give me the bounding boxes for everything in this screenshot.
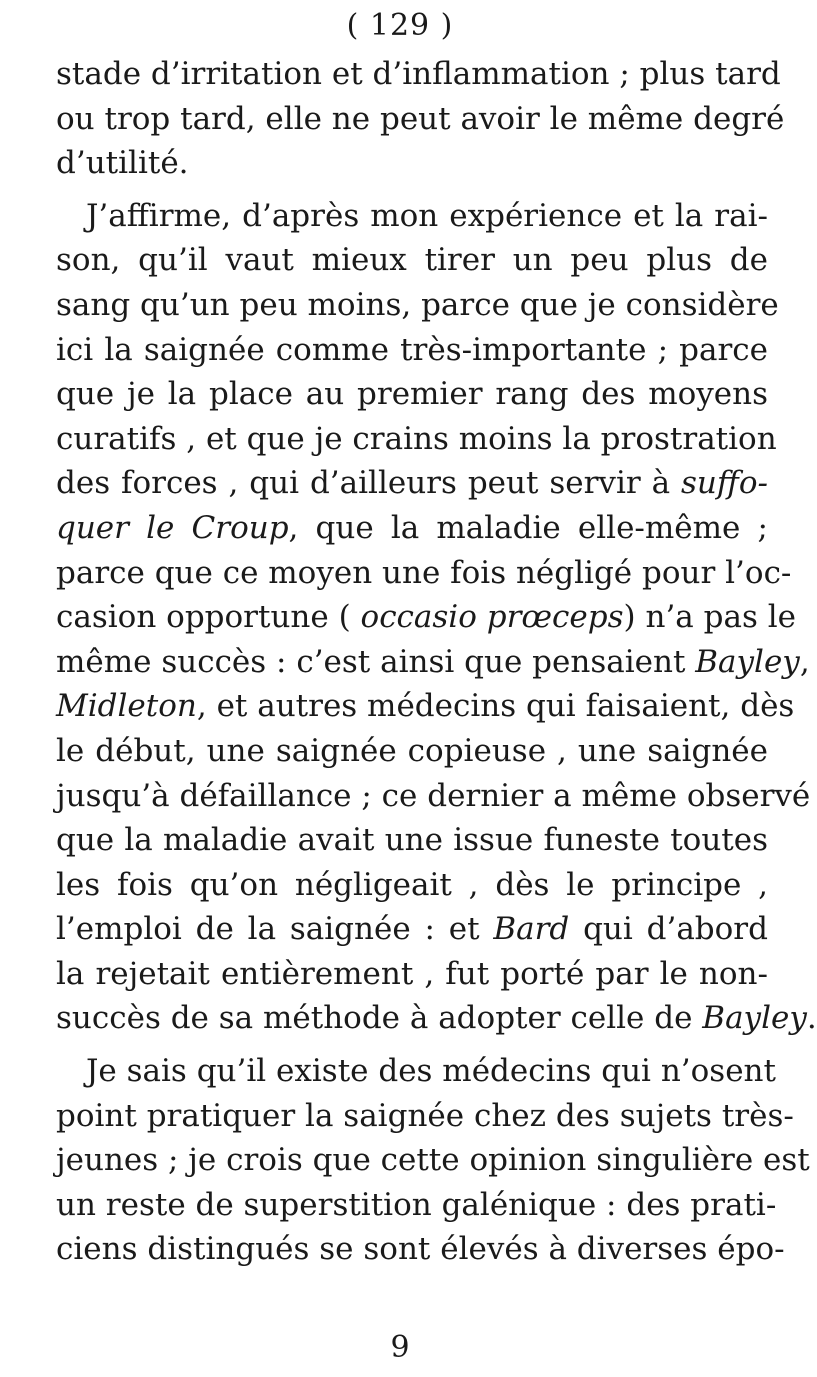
text-line <box>56 506 768 551</box>
text-line: point pratiquer la saignée chez des sujets très- <box>56 1097 794 1134</box>
text-line: l’emploi de la saignée : et Bard qui d’abord <box>56 911 768 948</box>
text-line: casion opportune ( occasio prœceps) n’a pas le <box>56 599 796 636</box>
paragraph-2 <box>56 194 817 1041</box>
text-line: jusqu’à défaillance ; ce dernier a même observé <box>56 777 811 814</box>
text-line: curatifs , et que je crains moins la prostration <box>56 420 777 457</box>
text-segment: , que la maladie elle-même ; <box>288 509 768 546</box>
italic-term: Bayley <box>695 643 800 680</box>
text-line: jeunes ; je crois que cette opinion singulière est <box>56 1142 810 1179</box>
text-line: les fois qu’on négligeait , dès le principe , <box>56 866 768 903</box>
text-line: la rejetait entièrement , fut porté par le non- <box>56 955 768 992</box>
italic-term: quer le Croup <box>56 509 289 546</box>
italic-term: Bayley <box>702 1000 807 1037</box>
text-line: que je la place au premier rang des moyens <box>56 376 768 413</box>
text-line: ici la saignée comme très-importante ; parce <box>56 331 768 368</box>
text-line: J’affirme, d’après mon expérience et la rai- <box>86 197 768 234</box>
paragraph-1 <box>56 52 785 186</box>
text-segment: des forces , qui d’ailleurs peut servir à <box>56 465 682 502</box>
text-line: même succès : c’est ainsi que pensaient Bayley, <box>56 643 810 680</box>
signature-mark: 9 <box>390 1330 410 1365</box>
text-line: ou trop tard, elle ne peut avoir le même degré <box>56 100 785 137</box>
italic-term: occasio prœceps <box>360 599 624 636</box>
text-line: parce que ce moyen une fois négligé pour l’oc- <box>56 554 792 591</box>
italic-term: Bard <box>493 911 570 948</box>
page-number: ( 129 ) <box>346 8 454 43</box>
text-line: son, qu’il vaut mieux tirer un peu plus de <box>56 242 768 279</box>
text-line: stade d’irritation et d’inflammation ; plus tard <box>56 56 781 92</box>
italic-term: Midleton <box>56 688 197 725</box>
text-line: ciens distingués se sont élevés à diverses épo- <box>56 1231 785 1268</box>
text-line: que la maladie avait une issue funeste toutes <box>56 822 768 859</box>
text-line: d’utilité. <box>56 145 189 182</box>
text-line: Je sais qu’il existe des médecins qui n’osent <box>86 1053 776 1090</box>
text-line: le début, une saignée copieuse , une saignée <box>56 732 768 769</box>
text-line: succès de sa méthode à adopter celle de Bayley. <box>56 1000 817 1037</box>
text-line: sang qu’un peu moins, parce que je considère <box>56 286 779 323</box>
italic-term: suffo- <box>681 465 768 502</box>
text-line: Midleton, et autres médecins qui faisaient, dès <box>56 688 795 725</box>
body-text <box>56 52 817 1272</box>
text-line: un reste de superstition galénique : des prati- <box>56 1186 777 1223</box>
paragraph-3 <box>56 1049 810 1272</box>
text-line <box>56 461 768 506</box>
